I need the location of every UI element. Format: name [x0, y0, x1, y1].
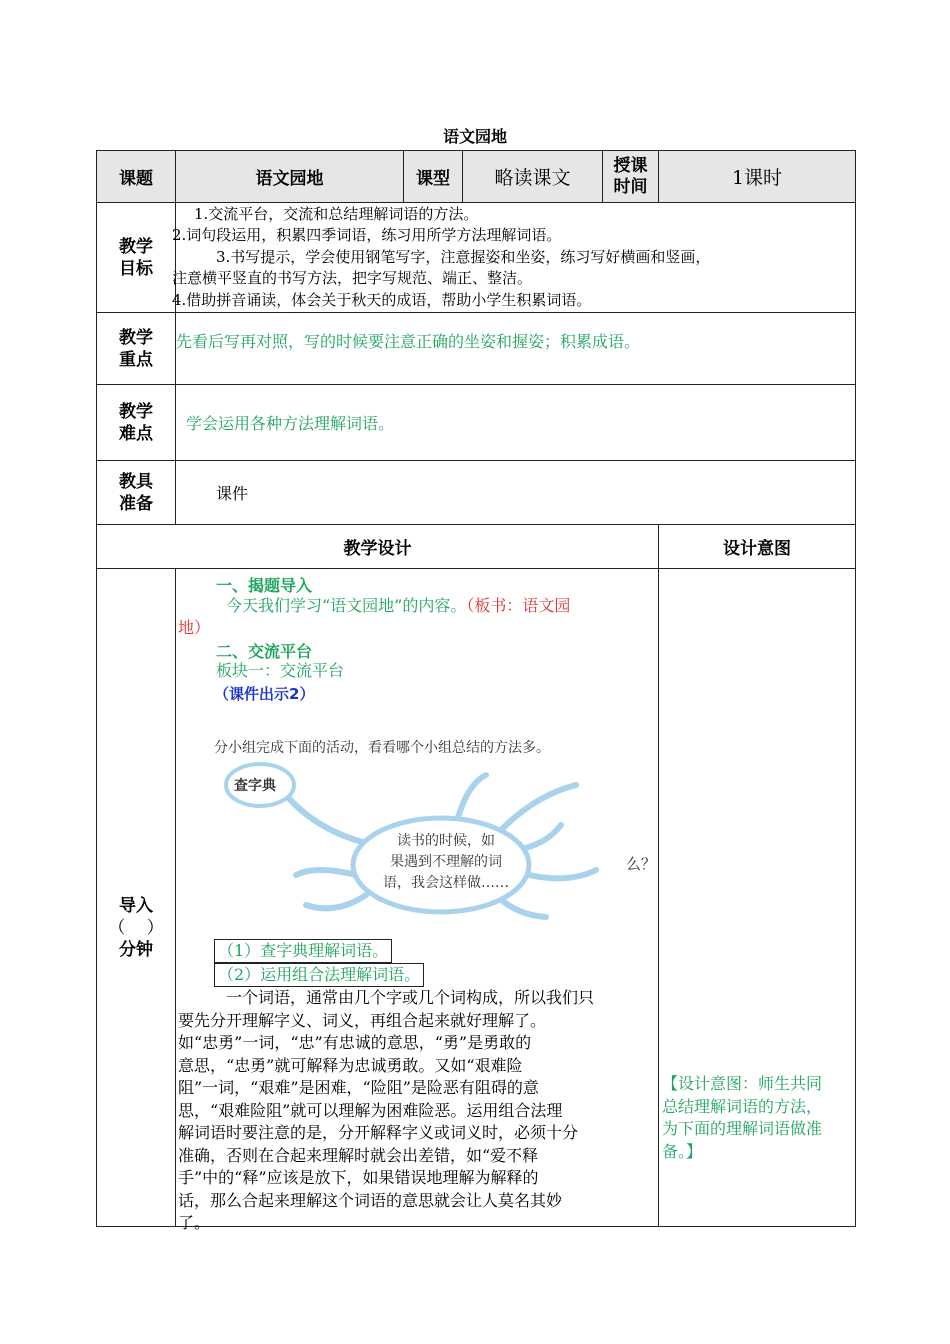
mindmap-branch [501, 785, 576, 830]
section1-board: （板书：语文园 [466, 596, 571, 615]
design-intent-text [659, 1073, 855, 1163]
intent-line: 【设计意图：师生共同 [662, 1074, 823, 1093]
key-points-content [176, 313, 856, 385]
cut-off-text: 么？ [626, 855, 657, 873]
mindmap-node-label: 查字典 [234, 778, 276, 794]
intent-header: 设计意图 [659, 525, 856, 569]
lesson-plan-table [96, 150, 856, 1232]
design-header-row [97, 525, 856, 569]
mindmap-center-text [351, 831, 541, 894]
objectives-row [97, 203, 856, 313]
materials-row [97, 461, 856, 525]
section1-line [226, 595, 666, 617]
time-value: 1课时 [659, 151, 856, 203]
difficulties-label-2: 难点 [119, 423, 153, 444]
objective-item: 1.交流平台，交流和总结理解词语的方法。 [194, 204, 479, 223]
materials-label-2: 准备 [119, 493, 153, 514]
mindmap-center-line: 果遇到不理解的词 [390, 854, 502, 870]
method-1-box: （1）查字典理解词语。 [214, 939, 392, 963]
paragraph-line: 要先分开理解字义、词义，再组合起来就好理解了。 [178, 1010, 547, 1030]
page-title: 语文园地 [442, 127, 507, 146]
key-points-label [97, 313, 176, 385]
method-2-box: （2）运用组合法理解词语。 [214, 963, 424, 987]
difficulties-label-1: 教学 [119, 401, 153, 422]
block-title: 板块一：交流平台 [216, 661, 345, 680]
stage-label-1: 导入 [119, 895, 153, 916]
lesson-design-content [176, 569, 659, 1232]
time-label-line1: 授课 [613, 155, 648, 176]
objectives-label-1: 教学 [119, 236, 153, 257]
paragraph-line: 话，那么合起来理解这个词语的意思就会让人莫名其妙 [178, 1190, 563, 1210]
activity-prompt: 分小组完成下面的活动，看看哪个小组总结的方法多。 [214, 740, 550, 756]
objectives-label-2: 目标 [119, 258, 153, 279]
objective-item: 4.借助拼音诵读，体会关于秋天的成语，帮助小学生积累词语。 [172, 290, 592, 309]
courseware-note: （课件出示2） [214, 685, 315, 703]
intent-line: 总结理解词语的方法， [662, 1096, 823, 1116]
key-points-label-1: 教学 [119, 327, 153, 348]
objective-item: 2.词句段运用，积累四季词语，练习用所学方法理解词语。 [172, 226, 562, 245]
objectives-content [172, 203, 856, 313]
difficulties-content [176, 385, 856, 461]
mindmap-center-line: 语，我会这样做…… [383, 875, 509, 891]
intent-line: 为下面的理解词语做准 [662, 1119, 823, 1138]
paragraph-line: 意思，“忠勇”就可解释为忠诚勇敢。又如“艰难险 [178, 1055, 523, 1075]
design-intent-content [659, 569, 856, 1227]
mindmap-branch [306, 895, 366, 908]
paragraph-line: 准确，否则在合起来理解时就会出差错，如“爱不释 [178, 1145, 539, 1165]
paragraph-line: 一个词语，通常由几个字或几个词构成，所以我们只 [226, 988, 595, 1007]
key-points-row [97, 313, 856, 385]
lesson-content-row [97, 569, 856, 1227]
mindmap-branch [296, 870, 356, 875]
mindmap-center-line: 读书的时候，如 [397, 833, 495, 849]
stage-label-2: （ ） [108, 917, 164, 938]
difficulties-row [97, 385, 856, 461]
stage-label [97, 569, 176, 1227]
materials-text: 课件 [216, 484, 249, 503]
paragraph-line: 阻”一词，“艰难”是困难，“险阻”是险恶有阻碍的意 [178, 1078, 539, 1097]
time-label [603, 151, 659, 203]
objective-item: 注意横平竖直的书写方法，把字写规范、端正、整洁。 [172, 269, 533, 288]
topic-label: 课题 [97, 151, 176, 203]
intent-line: 备。】 [662, 1141, 703, 1161]
paragraph-line: 如“忠勇”一词，“忠”有忠诚的意思，“勇”是勇敢的 [178, 1033, 532, 1052]
materials-content [176, 461, 856, 525]
objectives-label [97, 203, 176, 313]
method-paragraph [178, 987, 664, 1235]
design-header: 教学设计 [97, 525, 659, 569]
paragraph-line: 解词语时要注意的是，分开解释字义或词义时，必须十分 [178, 1123, 579, 1142]
materials-label-1: 教具 [119, 471, 153, 492]
paragraph-line: 思，“艰难险阻”就可以理解为困难险恶。运用组合法理 [178, 1100, 563, 1120]
type-label: 课型 [404, 151, 463, 203]
paragraph-line: 了。 [178, 1213, 211, 1232]
method-2 [214, 963, 424, 987]
paragraph-line: 手”中的“释”应该是放下，如果错误地理解为解释的 [178, 1168, 539, 1187]
time-label-line2: 时间 [613, 176, 648, 197]
key-points-text: 先看后写再对照，写的时候要注意正确的坐姿和握姿；积累成语。 [176, 332, 641, 351]
topic-value: 语文园地 [176, 151, 404, 203]
section2-title: 二、交流平台 [216, 642, 313, 661]
key-points-label-2: 重点 [119, 349, 153, 370]
section1-title: 一、揭题导入 [216, 576, 313, 595]
method-1 [214, 939, 392, 963]
type-value: 略读课文 [463, 151, 603, 203]
difficulties-text: 学会运用各种方法理解词语。 [186, 414, 395, 433]
stage-label-3: 分钟 [119, 939, 153, 960]
difficulties-label [97, 385, 176, 461]
section1-text: 今天我们学习“语文园地”的内容。 [226, 596, 467, 615]
objective-item: 3.书写提示，学会使用钢笔写字，注意握姿和坐姿，练习写好横画和竖画， [216, 247, 711, 266]
section1-board-cont: 地） [178, 618, 211, 637]
header-row [97, 151, 856, 203]
materials-label [97, 461, 176, 525]
